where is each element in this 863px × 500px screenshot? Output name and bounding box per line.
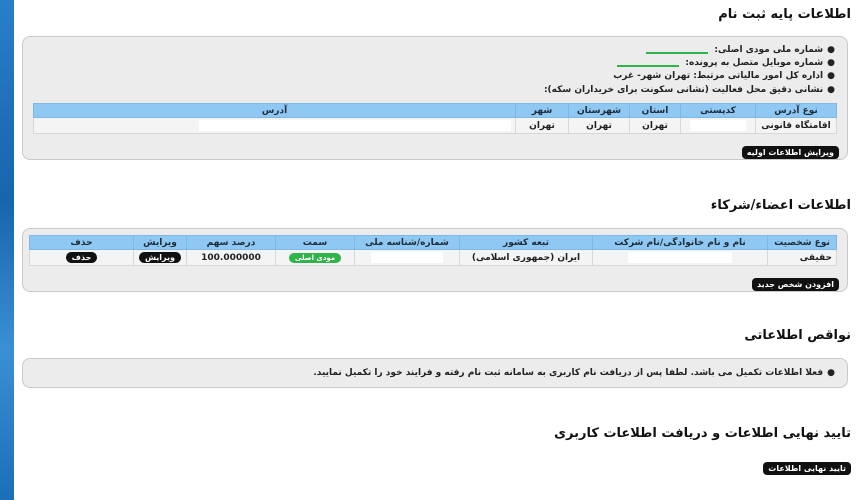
add-person-button[interactable]: افزودن شخص جدید <box>752 278 839 291</box>
col-person-name: نام و نام خانوادگی/نام شرکت <box>593 236 768 250</box>
bullet-icon: ● <box>827 85 835 95</box>
delete-cell <box>30 250 134 266</box>
bullet-icon: ● <box>827 71 835 81</box>
nationality-cell: ایران (جمهوری اسلامی) <box>460 250 593 266</box>
address-type-cell: اقامتگاه قانونی <box>756 118 837 134</box>
col-county: شهرستان <box>569 104 630 118</box>
col-province: استان <box>630 104 681 118</box>
edit-member-button[interactable]: ویرایش <box>139 252 181 263</box>
members-title: اطلاعات اعضاء/شرکاء <box>710 198 851 213</box>
national-id-line <box>646 45 835 55</box>
mobile-value-redacted <box>617 59 679 67</box>
person-name-redacted <box>628 252 732 263</box>
col-edit: ویرایش <box>134 236 187 250</box>
person-name-cell <box>593 250 768 266</box>
postal-code-cell <box>681 118 756 134</box>
mobile-line <box>617 58 835 68</box>
address-redacted <box>199 120 511 131</box>
province-cell: تهران <box>630 118 681 134</box>
address-table <box>33 103 837 134</box>
address-label: نشانی دقیق محل فعالیت (نشانی سکونت برای خریداران سکه): <box>543 85 824 95</box>
col-share: درصد سهم <box>187 236 276 250</box>
col-postal-code: کدپستی <box>681 104 756 118</box>
city-cell: تهران <box>516 118 569 134</box>
col-address: آدرس <box>34 104 516 118</box>
add-person-wrap <box>752 272 839 291</box>
mobile-label: شماره موبایل متصل به پرونده: <box>685 58 824 68</box>
col-role: سمت <box>276 236 355 250</box>
national-id-label: شماره ملی مودی اصلی: <box>714 45 824 55</box>
final-confirm-button[interactable]: تایید نهایی اطلاعات <box>763 462 851 475</box>
county-cell: تهران <box>569 118 630 134</box>
col-national-id: شماره/شناسه ملی <box>355 236 460 250</box>
registration-page <box>14 0 863 500</box>
deficiencies-message: فعلا اطلاعات تکمیل می باشد. لطفا پس از دریافت نام کاربری به سامانه ثبت نام رفته و فرایند خود را تکمیل نمایید. <box>313 368 824 378</box>
delete-member-button[interactable]: حذف <box>66 252 98 263</box>
address-line <box>544 85 835 95</box>
bullet-icon: ● <box>827 368 835 378</box>
national-id-cell <box>355 250 460 266</box>
col-city: شهر <box>516 104 569 118</box>
tax-office-line <box>613 71 835 81</box>
members-table <box>29 235 837 266</box>
address-cell <box>34 118 516 134</box>
basic-info-title: اطلاعات پایه ثبت نام <box>718 7 851 22</box>
edit-basic-info-button[interactable]: ویرایش اطلاعات اولیه <box>742 146 839 159</box>
tax-office-label: اداره کل امور مالیاتی مرتبط: <box>693 71 824 81</box>
bullet-icon: ● <box>827 58 835 68</box>
bullet-icon: ● <box>827 45 835 55</box>
deficiencies-message-line <box>313 368 835 378</box>
deficiencies-panel <box>22 358 848 388</box>
national-id-redacted <box>371 252 443 263</box>
col-nationality: تبعه کشور <box>460 236 593 250</box>
col-person-type: نوع شخصیت <box>768 236 837 250</box>
col-delete: حذف <box>30 236 134 250</box>
edit-basic-info-wrap <box>742 140 839 159</box>
left-background-strip <box>0 0 14 500</box>
role-cell <box>276 250 355 266</box>
share-cell: 100.000000 <box>187 250 276 266</box>
table-row <box>30 250 837 266</box>
person-type-cell: حقیقی <box>768 250 837 266</box>
members-table-header <box>30 236 837 250</box>
members-panel <box>22 228 848 292</box>
table-row <box>34 118 837 134</box>
final-confirm-wrap <box>763 456 851 475</box>
national-id-value-redacted <box>646 46 708 54</box>
postal-code-redacted <box>690 120 746 131</box>
basic-info-panel <box>22 36 848 160</box>
tax-office-value: تهران شهر- غرب <box>613 71 691 81</box>
address-table-header <box>34 104 837 118</box>
deficiencies-title: نواقص اطلاعاتی <box>744 328 851 343</box>
role-badge: مودی اصلی <box>289 253 341 263</box>
final-confirmation-title: تایید نهایی اطلاعات و دریافت اطلاعات کاربری <box>554 426 851 441</box>
edit-cell <box>134 250 187 266</box>
col-address-type: نوع آدرس <box>756 104 837 118</box>
